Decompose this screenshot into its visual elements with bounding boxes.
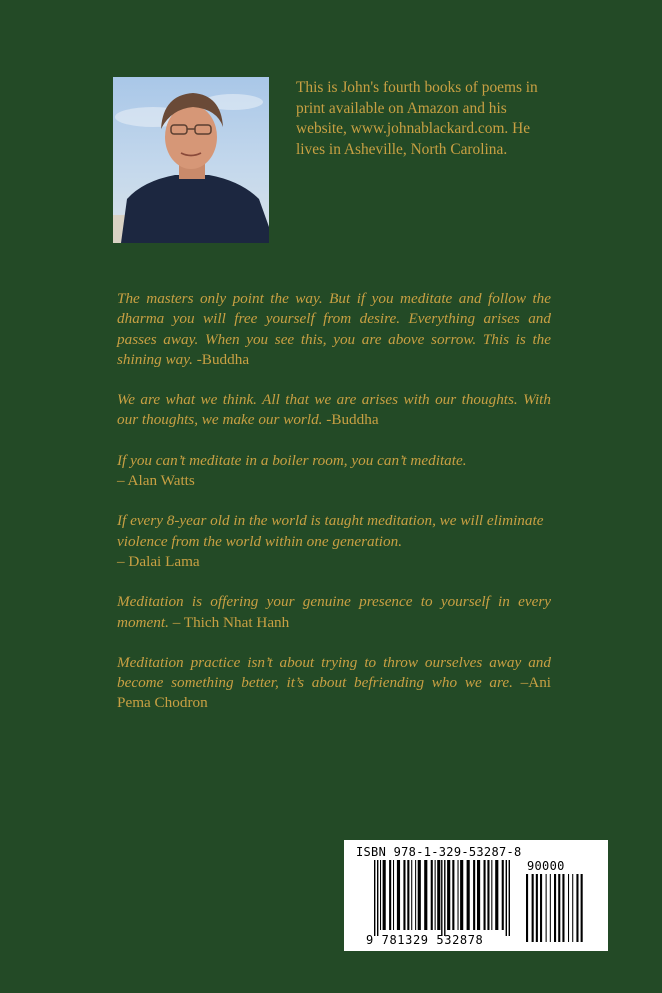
quote-attribution: -Buddha [192, 350, 250, 368]
isbn-label: ISBN 978-1-329-53287-8 [356, 845, 522, 859]
quote-attribution: – Alan Watts [117, 472, 195, 490]
author-photo [113, 77, 269, 243]
isbn-barcode [344, 840, 608, 951]
author-bio: This is John's fourth books of poems in print available on Amazon and his website, www.johnablackard.com. He lives in Asheville, North Carolina. [296, 79, 538, 158]
quote-text: If every 8-year old in the world is taught meditation, we will eliminate violence from the world within one generation. [117, 512, 544, 550]
quote-buddha-2 [117, 390, 551, 431]
barcode-digits: 9 781329 532878 [366, 933, 484, 947]
author-photo-icon [113, 77, 269, 243]
quotes-section [117, 289, 551, 734]
quote-thich-nhat-hanh [117, 592, 551, 633]
quote-attribution: – Thich Nhat Hanh [168, 613, 290, 631]
quote-attribution: -Buddha [322, 411, 379, 429]
price-code: 90000 [527, 859, 565, 873]
quote-text: Meditation is offering your genuine presence to yourself in every moment. [117, 593, 551, 631]
quote-alan-watts [117, 451, 551, 492]
quote-text: We are what we think. All that we are arises with our thoughts. With our thoughts, we make our world. [117, 391, 551, 429]
quote-buddha-1 [117, 289, 551, 370]
quote-dalai-lama [117, 511, 551, 572]
quote-attribution: –Ani Pema Chodron [117, 674, 552, 712]
quote-pema-chodron [117, 653, 551, 714]
quote-attribution: – Dalai Lama [117, 552, 200, 570]
quote-text: Meditation practice isn’t about trying to throw ourselves away and become something better, it’s about befriending who we are. [117, 653, 551, 692]
quote-text: If you can’t meditate in a boiler room, you can’t meditate. [117, 451, 467, 469]
quote-text: The masters only point the way. But if you meditate and follow the dharma you will free yourself from desire. Everything arises and passes away. When you see this, you are above sorrow. This is the shining way. [117, 290, 551, 368]
